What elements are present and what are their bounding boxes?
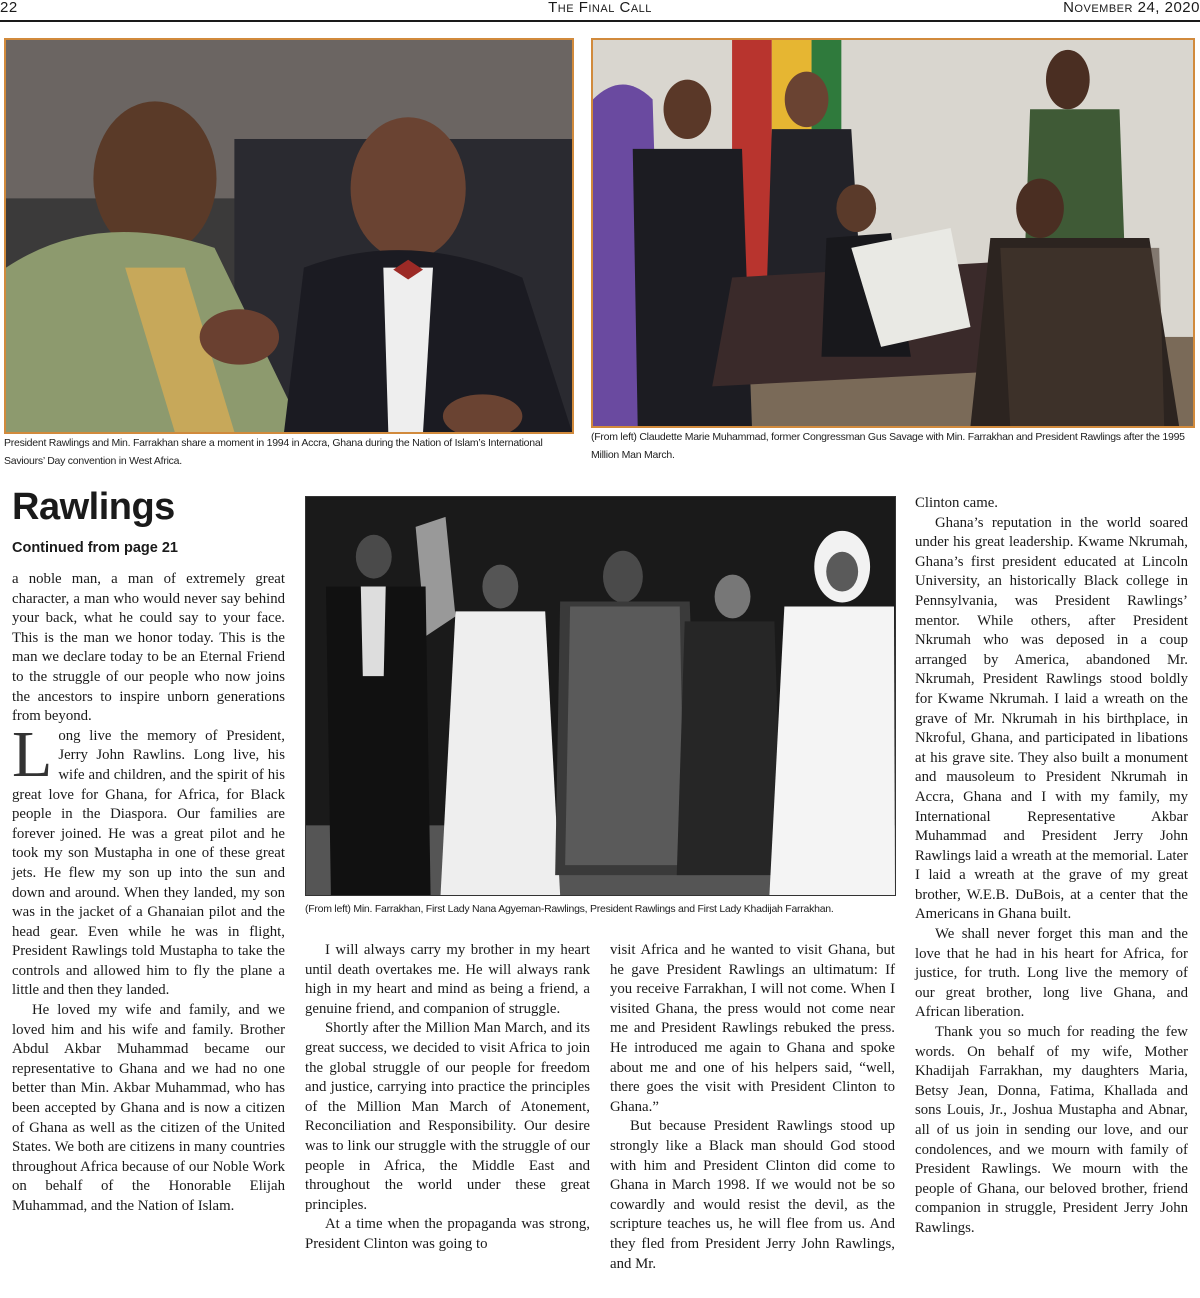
photo-million-man-march-1995: [591, 38, 1195, 428]
issue-date: November 24, 2020: [1063, 0, 1200, 16]
page-number: 22: [0, 0, 18, 16]
article-column-4: [915, 494, 1188, 1239]
article-paragraph-dropcap: [12, 717, 285, 1001]
page-header: [0, 0, 1200, 22]
drop-cap: L: [12, 717, 53, 791]
article-paragraph: Clinton came.: [915, 495, 999, 511]
article-paragraph: a noble man, a man of extremely great character, a man who would never say behind your back, what he could say to your face. This is the man we honor today. This is the man we declare today to be an Eternal Friend to the struggle of our people who now joins the ancestors to inspire unborn generations from beyond.: [12, 571, 285, 725]
photo-caption: President Rawlings and Min. Farrakhan share a moment in 1994 in Accra, Ghana during the Nation of Islam’s International Saviours’ Day convention in West Africa.: [4, 437, 543, 467]
photo-caption: (From left) Min. Farrakhan, First Lady Nana Agyeman-Rawlings, President Rawlings and First Lady Khadijah Farrakhan.: [305, 903, 834, 915]
continued-from: Continued from page 21: [12, 540, 178, 556]
article-headline: Rawlings: [12, 486, 175, 528]
article-paragraph: Thank you so much for reading the few words. On behalf of my wife, Mother Khadijah Farrakhan, my daughters Maria, Betsy Jean, Donna, Fatima, Khallada and sons Louis, Jr., Joshua Mustapha and Abnar, all of us join in sending our love, and our condolences, and we mourn with family of President Rawlings. We mourn with the people of Ghana, our beloved brother, friend companion in struggle, President Jerry John Rawlings.: [915, 1024, 1188, 1236]
article-paragraph: I will always carry my brother in my heart until death overtakes me. He will always rank high in my heart and mind as being a friend, a genuine friend, and companion of struggle.: [305, 942, 590, 1017]
article-paragraph: But because President Rawlings stood up strongly like a Black man should God stood with him and President Clinton did come to Ghana in March 1998. If we would not be so cowardly and would resist the devil, as the scripture teaches us, he will flee from us. And they fled from President Jerry John Rawlings, and Mr.: [610, 1118, 895, 1272]
article-paragraph-text: ong live the memory of President, Jerry John Rawlins. Long live, his wife and children, and the spirit of his great love for Ghana, for Africa, for Black people in the Diaspora. Our families are forever joined. He was a great pilot and he took my son Mustapha in one of these great jets. He flew my son up into the sun and down and around. When they landed, my son was in the jacket of a Ghanaian pilot and the head gear. Even while he was in flight, President Rawlings told Mustapha to take the controls and allowed him to fly the plane a little and then they landed.: [12, 727, 285, 999]
article-column-3: [610, 941, 895, 1274]
photo-rawlings-farrakhan-1994: [4, 38, 574, 434]
article-paragraph: visit Africa and he wanted to visit Ghana, but he gave President Rawlings an ultimatum: If you receive Farrakhan, I will not come. When I visited Ghana, the press would not come near me and President Rawlings rebuked the press. He introduced me again to Ghana and spoke about me and one of his helpers said, “well, there goes the visit with President Clinton to Ghana.”: [610, 942, 895, 1115]
article-column-2: [305, 941, 590, 1255]
photo-four-leaders: [305, 496, 896, 896]
photo-caption: (From left) Claudette Marie Muhammad, former Congressman Gus Savage with Min. Farrakhan and President Rawlings after the 1995 Million Man March.: [591, 431, 1185, 461]
article-paragraph: Ghana’s reputation in the world soared under his great leadership. Kwame Nkrumah, Ghana’s first president educated at Lincoln University, an historically Black college in Pennsylvania, was President Rawlings’ mentor. While others, after President Nkrumah who was deposed in a coup arranged by America, abandoned Mr. Nkrumah, President Rawlings stood boldly for Kwame Nkrumah. I laid a wreath on the grave of Mr. Nkrumah in his birthplace, in Nkroful, Ghana, and participated in libations at his grave site. They also built a monument and mausoleum to President Nkrumah in Accra, Ghana and I with my family, my International Representative Akbar Muhammad and President Jerry John Rawlings laid a wreath at the memorial. Later I laid a wreath at the grave of my great brother, W.E.B. DuBois, at a center that the Americans in Ghana built.: [915, 514, 1188, 923]
article-paragraph: Shortly after the Million Man March, and its great success, we decided to visit Africa to join the global struggle of our people for freedom and justice, carrying into practice the principles of the Million Man March of Atonement, Reconciliation and Responsibility. Our desire was to link our struggle with the struggle of our people in Africa, the Middle East and throughout the world under these great principles.: [305, 1020, 590, 1213]
article-paragraph: We shall never forget this man and the love that he had in his heart for Africa, for justice, for truth. Long live the memory of our great brother, long live Ghana, and African liberation.: [915, 926, 1188, 1021]
article-column-1: [12, 570, 285, 1217]
publication-name: The Final Call: [548, 0, 652, 16]
article-paragraph: He loved my wife and family, and we loved him and his wife and family. Brother Abdul Akbar Muhammad became our representative to Ghana and we had no one better than Min. Akbar Muhammad, who has been accepted by Ghana and is now a citizen of Ghana as well as the citizen of the United States. We both are citizens in many countries throughout Africa because of our Noble Work on behalf of the Honorable Elijah Muhammad, and the Nation of Islam.: [12, 1002, 285, 1214]
article-paragraph: At a time when the propaganda was strong, President Clinton was going to: [305, 1216, 590, 1252]
